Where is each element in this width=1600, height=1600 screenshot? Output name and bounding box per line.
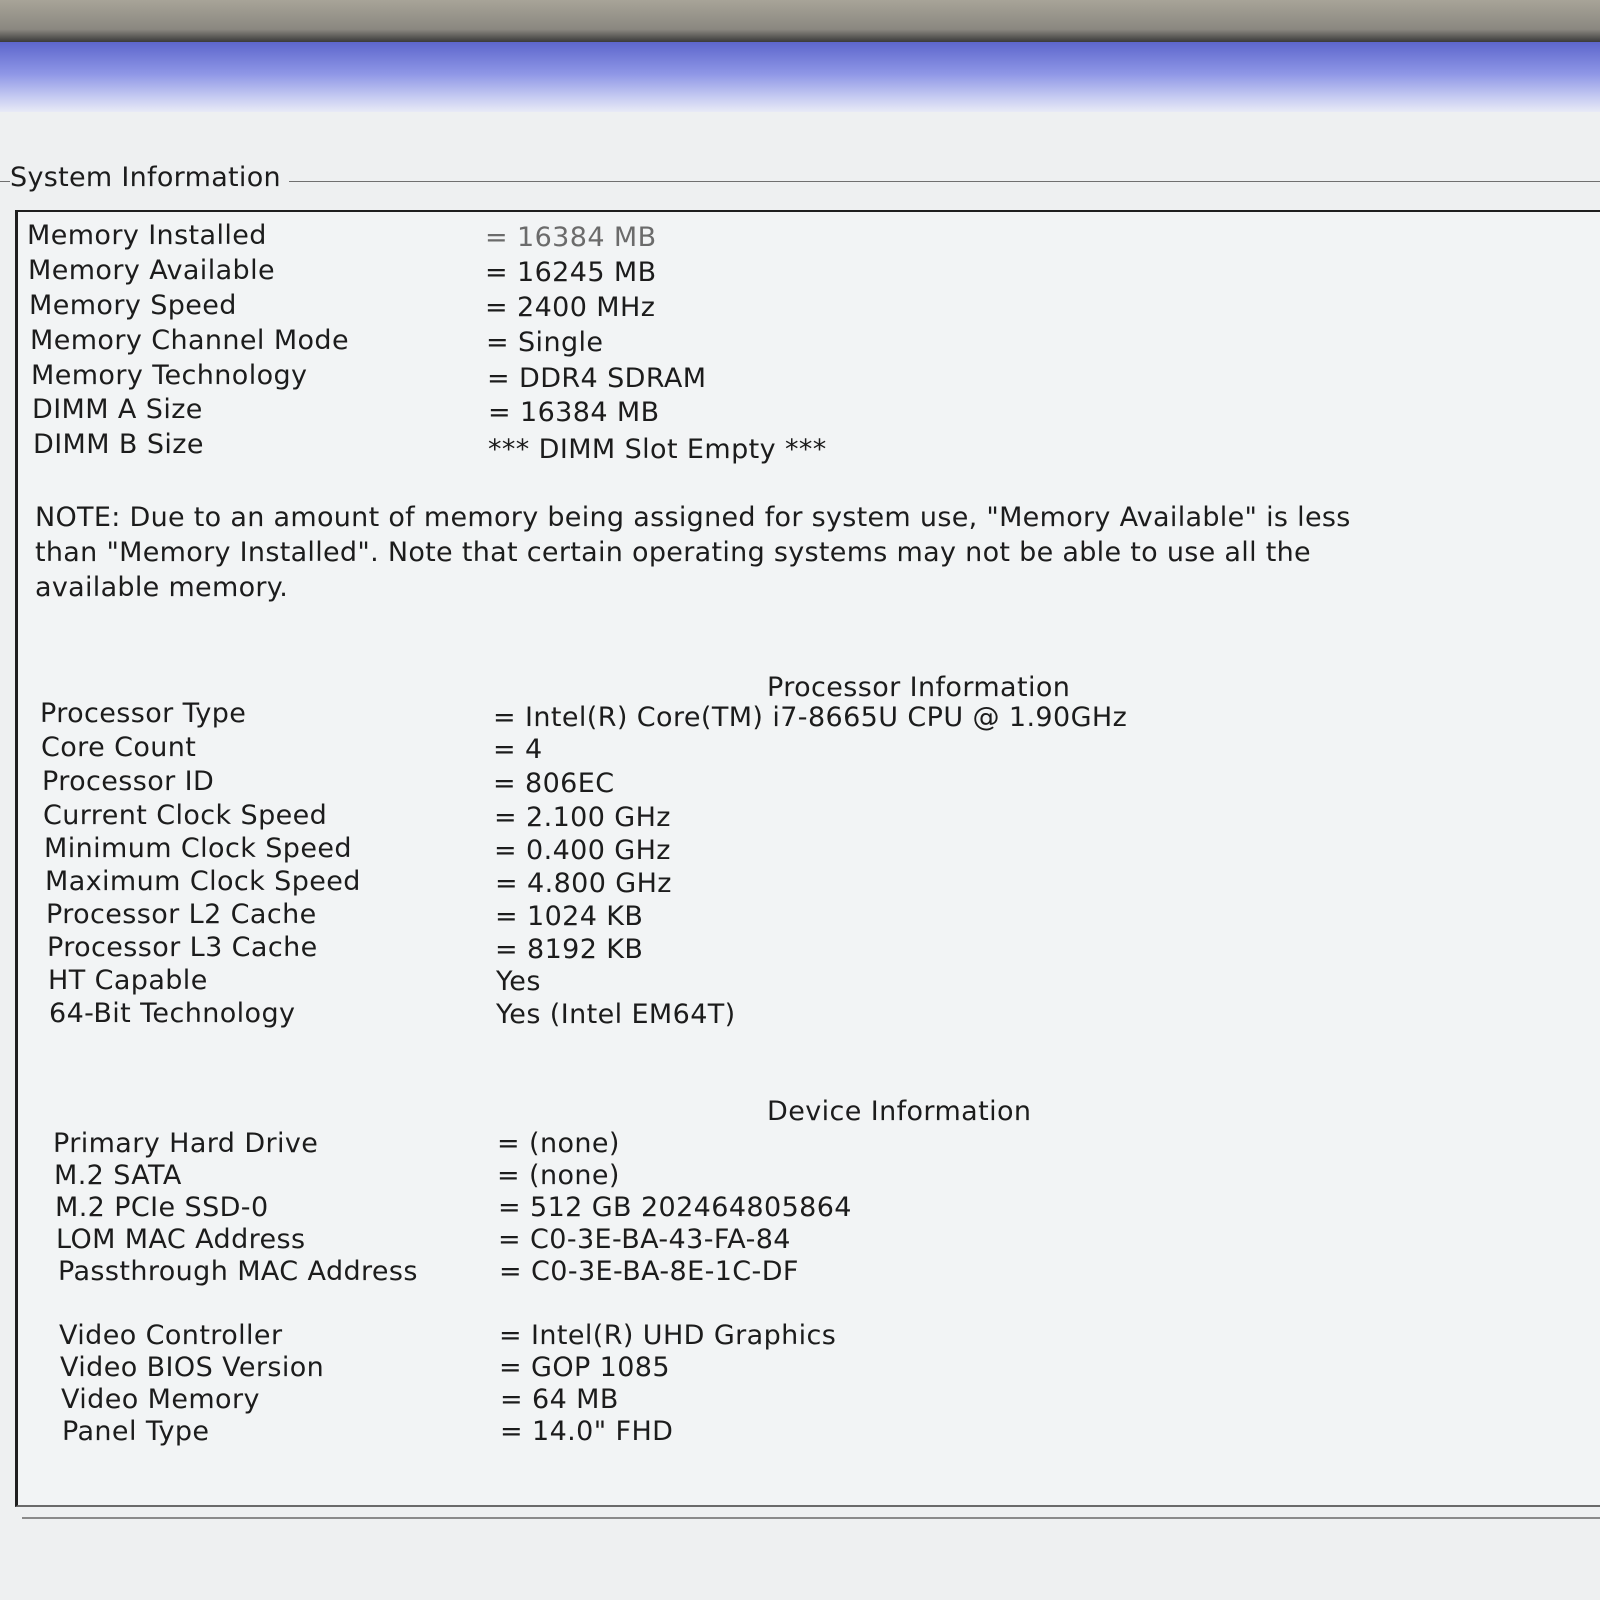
- row-value: = GOP 1085: [499, 1352, 670, 1383]
- row-label: 64-Bit Technology: [49, 998, 296, 1029]
- row-value: = C0-3E-BA-43-FA-84: [498, 1224, 791, 1255]
- row-value: = 4: [493, 734, 543, 765]
- monitor-bezel: [0, 0, 1600, 42]
- row-label: Primary Hard Drive: [53, 1128, 319, 1159]
- row-label: Memory Available: [28, 255, 276, 286]
- row-value: = 64 MB: [500, 1384, 619, 1415]
- row-label: Memory Technology: [31, 360, 308, 391]
- header-banner: [0, 42, 1600, 112]
- row-label: LOM MAC Address: [56, 1224, 306, 1255]
- row-label: Memory Installed: [27, 220, 267, 251]
- row-value: = 1024 KB: [495, 901, 644, 932]
- row-label: HT Capable: [48, 965, 208, 996]
- row-value: = (none): [497, 1160, 620, 1191]
- row-value: = 14.0" FHD: [500, 1416, 674, 1447]
- row-label: DIMM B Size: [33, 429, 204, 460]
- row-label: Minimum Clock Speed: [44, 833, 352, 864]
- row-value: Yes: [496, 966, 541, 997]
- memory-note: [35, 500, 1600, 605]
- row-label: Panel Type: [62, 1416, 210, 1447]
- row-label: Passthrough MAC Address: [58, 1256, 418, 1287]
- row-label: M.2 PCIe SSD-0: [55, 1192, 269, 1223]
- row-value: = 8192 KB: [495, 934, 644, 965]
- row-value: = 806EC: [493, 768, 615, 799]
- note-line: than "Memory Installed". Note that certain operating systems may not be able to use all the: [35, 537, 1311, 568]
- row-label: Memory Channel Mode: [30, 325, 349, 356]
- note-line: NOTE: Due to an amount of memory being assigned for system use, "Memory Available" is less: [35, 502, 1351, 533]
- row-value: = 4.800 GHz: [495, 868, 672, 899]
- row-label: Core Count: [41, 732, 197, 763]
- row-label: Processor Type: [40, 698, 247, 729]
- row-value: = 16245 MB: [485, 257, 657, 288]
- row-value: = 0.400 GHz: [494, 835, 671, 866]
- row-value: = 16384 MB: [485, 222, 657, 253]
- row-label: Maximum Clock Speed: [45, 866, 361, 897]
- row-label: Processor L3 Cache: [47, 932, 318, 963]
- note-line: available memory.: [35, 572, 289, 603]
- processor-section-title: Processor Information: [767, 672, 1071, 703]
- row-value: = 512 GB 202464805864: [498, 1192, 852, 1223]
- row-value: *** DIMM Slot Empty ***: [488, 434, 827, 465]
- frame-shadow-line: [22, 1517, 1600, 1519]
- device-section-title: Device Information: [767, 1096, 1032, 1127]
- row-label: DIMM A Size: [32, 394, 203, 425]
- row-value: = (none): [497, 1128, 620, 1159]
- row-label: Video Memory: [61, 1384, 260, 1415]
- row-label: M.2 SATA: [54, 1160, 182, 1191]
- row-label: Video Controller: [59, 1320, 283, 1351]
- row-value: = DDR4 SDRAM: [487, 363, 707, 394]
- row-label: Processor L2 Cache: [46, 899, 317, 930]
- row-value: = 16384 MB: [488, 397, 660, 428]
- row-label: Video BIOS Version: [60, 1352, 325, 1383]
- row-label: Current Clock Speed: [43, 800, 328, 831]
- row-value: = 2400 MHz: [485, 292, 656, 323]
- row-value: = Single: [486, 327, 604, 358]
- row-value: = Intel(R) Core(TM) i7-8665U CPU @ 1.90GHz: [493, 702, 1128, 733]
- row-value: = 2.100 GHz: [494, 802, 671, 833]
- row-label: Memory Speed: [29, 290, 237, 321]
- row-value: = C0-3E-BA-8E-1C-DF: [499, 1256, 799, 1287]
- group-title: System Information: [10, 162, 289, 193]
- row-label: Processor ID: [42, 766, 215, 797]
- row-value: = Intel(R) UHD Graphics: [499, 1320, 837, 1351]
- row-value: Yes (Intel EM64T): [496, 999, 736, 1030]
